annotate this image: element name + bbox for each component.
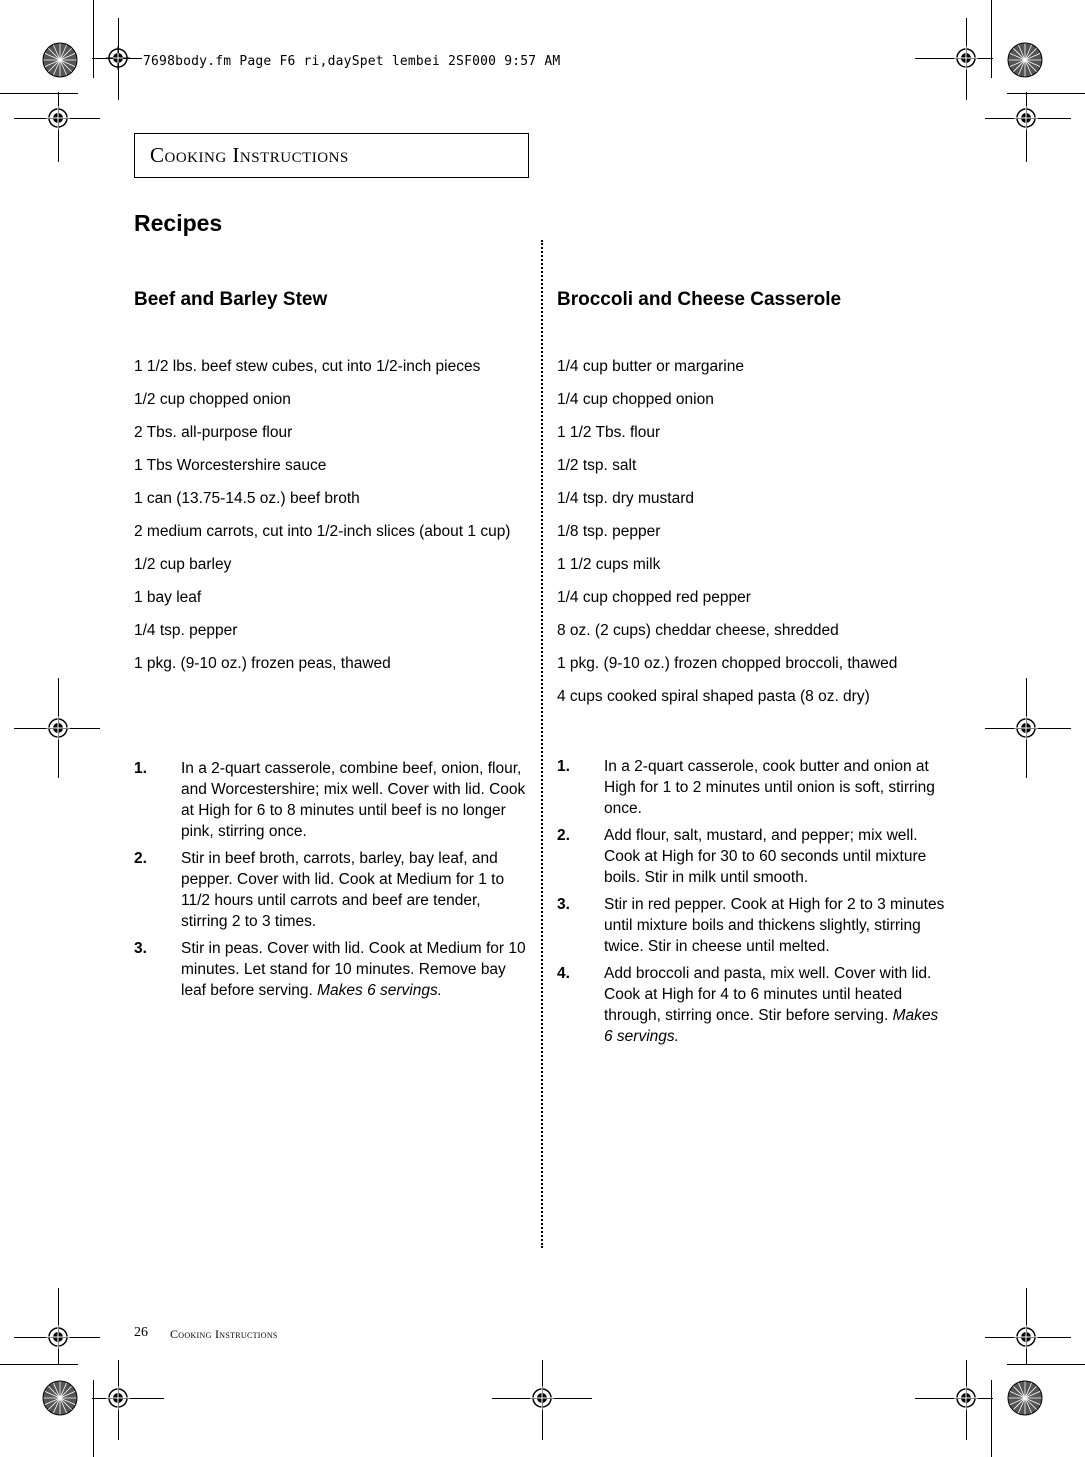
ingredient-item: 1 1/2 lbs. beef stew cubes, cut into 1/2-inch pieces: [134, 358, 481, 375]
step-number: 3.: [557, 896, 570, 913]
step-number: 1.: [134, 760, 147, 777]
step-text: In a 2-quart casserole, cook butter and onion at High for 1 to 2 minutes until onion is soft, stirring once.: [604, 758, 935, 817]
ingredient-item: 1 pkg. (9-10 oz.) frozen peas, thawed: [134, 655, 391, 672]
star-target-icon: [42, 42, 78, 78]
registration-mark-icon: [46, 106, 70, 130]
page-title: Recipes: [134, 210, 223, 236]
section-title: Cooking Instructions: [150, 143, 349, 167]
ingredient-item: 1 can (13.75-14.5 oz.) beef broth: [134, 490, 360, 507]
step-item: [557, 756, 949, 819]
ingredient-list: [557, 356, 947, 719]
registration-mark-icon: [1014, 106, 1038, 130]
step-text: Add flour, salt, mustard, and pepper; mix well. Cook at High for 30 to 60 seconds until mixture boils. Stir in milk until smooth.: [604, 827, 927, 886]
footer-section-title: Cooking Instructions: [170, 1327, 278, 1341]
step-text: Add broccoli and pasta, mix well. Cover with lid. Cook at High for 4 to 6 minutes until heated through, stirring once. Stir before serving.: [604, 965, 932, 1024]
registration-mark-icon: [46, 1325, 70, 1349]
step-text: Stir in peas. Cover with lid. Cook at Medium for 10 minutes. Let stand for 10 minutes. Remove bay leaf before serving.: [181, 940, 526, 999]
ingredient-item: 1/4 cup chopped red pepper: [557, 589, 751, 606]
registration-mark-icon: [954, 46, 978, 70]
star-target-icon: [1007, 42, 1043, 78]
step-item: [557, 963, 949, 1047]
registration-mark-icon: [1014, 1325, 1038, 1349]
ingredient-item: 1/4 cup butter or margarine: [557, 358, 744, 375]
ingredient-item: 1/2 tsp. salt: [557, 457, 637, 474]
registration-mark-icon: [1014, 716, 1038, 740]
registration-mark-icon: [954, 1386, 978, 1410]
page-number: 26: [134, 1325, 148, 1340]
registration-mark-icon: [106, 1386, 130, 1410]
ingredient-item: 1/4 tsp. dry mustard: [557, 490, 694, 507]
ingredient-item: 1/2 cup chopped onion: [134, 391, 291, 408]
print-header: 7698body.fm Page F6 ri,daySpet lembei 2SF000 9:57 AM: [143, 54, 561, 69]
ingredient-item: 1/2 cup barley: [134, 556, 232, 573]
ingredient-item: 2 Tbs. all-purpose flour: [134, 424, 293, 441]
step-text: In a 2-quart casserole, combine beef, onion, flour, and Worcestershire; mix well. Cover with lid. Cook at High for 6 to 8 minutes until beef is no longer pink, stirring once.: [181, 760, 526, 840]
ingredient-item: 1/4 cup chopped onion: [557, 391, 714, 408]
ingredient-item: 8 oz. (2 cups) cheddar cheese, shredded: [557, 622, 839, 639]
star-target-icon: [1007, 1380, 1043, 1416]
ingredient-item: 1/4 tsp. pepper: [134, 622, 238, 639]
recipe-title: Broccoli and Cheese Casserole: [557, 289, 842, 310]
ingredient-item: 1/8 tsp. pepper: [557, 523, 661, 540]
step-number: 2.: [134, 850, 147, 867]
ingredient-item: 4 cups cooked spiral shaped pasta (8 oz. dry): [557, 688, 870, 705]
column-divider: [541, 240, 543, 1248]
step-item: [134, 848, 526, 932]
ingredient-item: 1 Tbs Worcestershire sauce: [134, 457, 327, 474]
star-target-icon: [42, 1380, 78, 1416]
step-item: [134, 938, 526, 1001]
registration-mark-icon: [530, 1386, 554, 1410]
registration-mark-icon: [106, 46, 130, 70]
servings-note: Makes 6 servings.: [604, 1007, 939, 1045]
step-text: Stir in red pepper. Cook at High for 2 to 3 minutes until mixture boils and thickens slightly, stirring twice. Stir in cheese until melted.: [604, 896, 945, 955]
ingredient-item: 1 pkg. (9-10 oz.) frozen chopped broccoli, thawed: [557, 655, 898, 672]
step-item: [557, 825, 949, 888]
ingredient-list: [134, 356, 514, 686]
ingredient-item: 2 medium carrots, cut into 1/2-inch slices (about 1 cup): [134, 523, 511, 540]
step-list: [557, 756, 949, 1053]
ingredient-item: 1 1/2 cups milk: [557, 556, 661, 573]
ingredient-item: 1 1/2 Tbs. flour: [557, 424, 661, 441]
step-number: 1.: [557, 758, 570, 775]
section-title-box: [134, 133, 529, 178]
ingredient-item: 1 bay leaf: [134, 589, 202, 606]
step-number: 3.: [134, 940, 147, 957]
step-number: 2.: [557, 827, 570, 844]
step-list: [134, 758, 526, 1007]
registration-mark-icon: [46, 716, 70, 740]
step-text: Stir in beef broth, carrots, barley, bay leaf, and pepper. Cover with lid. Cook at Medium for 1 to 11/2 hours until carrots and beef are tender, stirring 2 to 3 times.: [181, 850, 505, 930]
servings-note: Makes 6 servings.: [317, 982, 443, 999]
step-number: 4.: [557, 965, 570, 982]
step-item: [134, 758, 526, 842]
step-item: [557, 894, 949, 957]
recipe-title: Beef and Barley Stew: [134, 289, 328, 310]
